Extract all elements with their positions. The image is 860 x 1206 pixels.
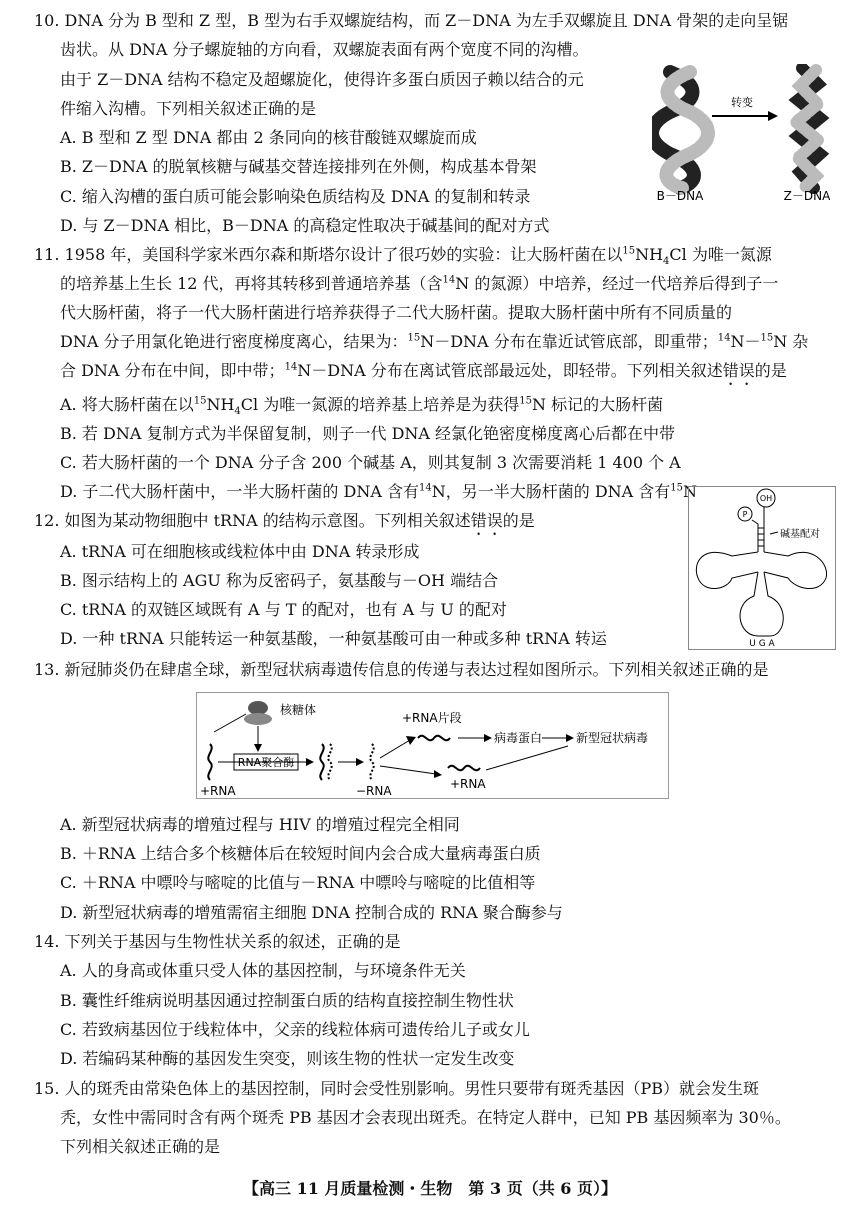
base-pair-label: 碱基配对	[780, 529, 820, 540]
q14-option-b: B. 囊性纤维病说明基因通过控制蛋白质的结构直接控制生物性状	[60, 991, 514, 1010]
rna-to-virus-arrow	[486, 746, 568, 770]
ribosome-label: 核糖体	[280, 703, 317, 717]
z-dna-helix-image	[796, 68, 820, 188]
q11-option-b: B. 若 DNA 复制方式为半保留复制，则子一代 DNA 经氯化铯密度梯度离心后都在中带	[60, 424, 676, 443]
q11-line-2: 的培养基上生长 12 代，再将其转移到普通培养基（含$^{14}$N 的氮源）中培养，经过一代培养后得到子一	[60, 274, 779, 293]
intermediate-plus-strand	[320, 744, 323, 780]
new-plus-rna-strand	[448, 766, 480, 771]
q13-option-b: B. ＋RNA 上结合多个核糖体后在较短时间内会合成大量病毒蛋白质	[60, 844, 541, 863]
q10-line-4: 件缩入沟槽。下列相关叙述正确的是	[60, 99, 317, 118]
b-dna-label: B－DNA	[656, 189, 704, 202]
dna-transition-figure	[652, 64, 830, 202]
q13-option-d: D. 新型冠状病毒的增殖需宿主细胞 DNA 控制合成的 RNA 聚合酶参与	[60, 903, 563, 922]
q10-option-c: C. 缩入沟槽的蛋白质可能会影响染色质结构及 DNA 的复制和转录	[60, 187, 531, 206]
q11-line-5: 合 DNA 分布在中间，即中带；$^{14}$N－DNA 分布在离试管底部最远处，即轻带。下列相关叙述错误的是	[60, 361, 787, 380]
q10-option-d: D. 与 Z－DNA 相比，B－DNA 的高稳定性取决于碱基间的配对方式	[60, 216, 550, 235]
plus-rna-to-ribosome-arrow	[214, 714, 246, 732]
q11-option-c: C. 若大肠杆菌的一个 DNA 分子含 200 个碱基 A，则其复制 3 次需要消耗 1 400 个 A	[60, 453, 681, 472]
q12-option-b: B. 图示结构上的 AGU 称为反密码子，氨基酸与－OH 端结合	[60, 571, 499, 590]
q14-option-d: D. 若编码某种酶的基因发生突变，则该生物的性状一定发生改变	[60, 1049, 515, 1068]
q11-line-3: 代大肠杆菌，将子一代大肠杆菌进行培养获得子二代大肠杆菌。提取大肠杆菌中所有不同质量的	[60, 303, 733, 322]
page-footer: 【高三 11 月质量检测・生物 第 3 页（共 6 页）】	[243, 1179, 617, 1198]
to-fragment-arrow	[380, 740, 410, 758]
emphasis-wrong: 错误	[470, 511, 503, 530]
to-fragment-arrowhead	[406, 736, 416, 745]
ribosome-small-subunit	[248, 701, 268, 715]
q15-line-1: 15. 人的斑秃由常染色体上的基因控制，同时会受性别影响。男性只要带有斑秃基因（PB）就会发生斑	[34, 1079, 760, 1098]
virus-replication-figure	[196, 692, 670, 800]
q14-line-1: 14. 下列关于基因与生物性状关系的叙述，正确的是	[34, 932, 401, 951]
q11-line-4: DNA 分子用氯化铯进行密度梯度离心，结果为：$^{15}$N－DNA 分布在靠近试管底部，即重带；$^{14}$N－$^{15}$N 杂	[60, 332, 809, 351]
q10-line-2: 齿状。从 DNA 分子螺旋轴的方向看，双螺旋表面有两个宽度不同的沟槽。	[60, 40, 589, 59]
d-arm-loop	[696, 552, 758, 589]
q11-option-a: A. 将大肠杆菌在以$^{15}NH_4Cl$ 为唯一氮源的培养基上培养是为获得$^{15}$N 标记的大肠杆菌	[60, 395, 664, 418]
q12-line-1: 12. 如图为某动物细胞中 tRNA 的结构示意图。下列相关叙述错误的是	[34, 511, 535, 530]
q10-line-1: 10. DNA 分为 B 型和 Z 型，B 型为右手双螺旋结构，而 Z－DNA 为左手双螺旋且 DNA 骨架的走向呈锯	[34, 11, 789, 30]
new-plus-rna-label: +RNA	[450, 777, 486, 791]
minus-rna-strand	[370, 744, 373, 780]
minus-rna-label: −RNA	[356, 784, 392, 798]
polymerase-arrowhead	[306, 758, 314, 766]
polymerase-label: RNA聚合酶	[237, 756, 295, 769]
q13-option-c: C. ＋RNA 中嘌呤与嘧啶的比值与－RNA 中嘌呤与嘧啶的比值相等	[60, 873, 536, 892]
intermediate-minus-strand	[328, 744, 331, 780]
anticodon-label: U G A	[749, 639, 775, 649]
q11-line-1: 11. 1958 年，美国科学家米西尔森和斯塔尔设计了很巧妙的实验：让大肠杆菌在以$^{15}NH_4Cl$ 为唯一氮源	[34, 245, 772, 268]
acceptor-stem	[752, 507, 764, 552]
to-minus-rna-arrowhead	[356, 758, 364, 766]
transition-arrowhead	[768, 111, 778, 121]
q13-line-1: 13. 新冠肺炎仍在肆虐全球，新型冠状病毒遗传信息的传递与表达过程如图所示。下列相关叙述正确的是	[34, 660, 769, 679]
anticodon-arm-loop	[740, 572, 783, 636]
to-virus-arrowhead	[566, 734, 574, 742]
q12-option-d: D. 一种 tRNA 只能转运一种氨基酸，一种氨基酸可由一种或多种 tRNA 转运	[60, 629, 607, 648]
to-protein-arrowhead	[484, 734, 492, 742]
rna-fragment-strand	[418, 736, 450, 741]
plus-rna-label: +RNA	[200, 784, 236, 798]
t-arm-loop	[764, 552, 827, 589]
q10-option-a: A. B 型和 Z 型 DNA 都由 2 条同向的核苷酸链双螺旋而成	[60, 128, 477, 147]
to-new-plus-rna-arrowhead	[434, 770, 442, 778]
q15-line-3: 下列相关叙述正确的是	[60, 1137, 221, 1156]
emphasis-wrong: 错误	[722, 361, 755, 380]
q13-option-a: A. 新型冠状病毒的增殖过程与 HIV 的增殖过程完全相同	[60, 815, 460, 834]
q12-option-c: C. tRNA 的双链区域既有 A 与 T 的配对，也有 A 与 U 的配对	[60, 600, 507, 619]
q10-line-3: 由于 Z－DNA 结构不稳定及超螺旋化，使得许多蛋白质因子赖以结合的元	[60, 70, 584, 89]
q15-line-2: 秃，女性中需同时含有两个斑秃 PB 基因才会表现出斑秃。在特定人群中，已知 PB 基因频率为 30％。	[60, 1108, 791, 1127]
trna-structure-figure	[688, 486, 836, 650]
transition-label: 转变	[731, 96, 753, 109]
q10-option-b: B. Z－DNA 的脱氧核糖与碱基交替连接排列在外侧，构成基本骨架	[60, 157, 537, 176]
to-new-plus-rna-arrow	[380, 766, 436, 774]
oh-end-label: OH	[759, 494, 773, 503]
q14-option-a: A. 人的身高或体重只受人体的基因控制，与环境条件无关	[60, 961, 466, 980]
viral-protein-label: 病毒蛋白	[494, 731, 543, 745]
plus-rna-strand	[208, 744, 211, 780]
b-dna-helix-image	[652, 72, 708, 188]
rna-fragment-label: +RNA片段	[402, 711, 462, 725]
ribosome-down-arrowhead	[254, 744, 262, 752]
q12-option-a: A. tRNA 可在细胞核或线粒体中由 DNA 转录形成	[60, 542, 420, 561]
q14-option-c: C. 若致病基因位于线粒体中，父亲的线粒体病可遗传给儿子或女儿	[60, 1020, 530, 1039]
p-end-label: P	[742, 510, 748, 519]
ribosome-large-subunit	[244, 713, 272, 725]
new-virus-label: 新型冠状病毒	[576, 731, 649, 745]
q11-option-d: D. 子二代大肠杆菌中，一半大肠杆菌的 DNA 含有$^{14}$N，另一半大肠杆菌的 DNA 含有$^{15}$N	[60, 482, 698, 501]
z-dna-label: Z－DNA	[783, 189, 830, 202]
base-pair-pointer	[770, 532, 778, 534]
